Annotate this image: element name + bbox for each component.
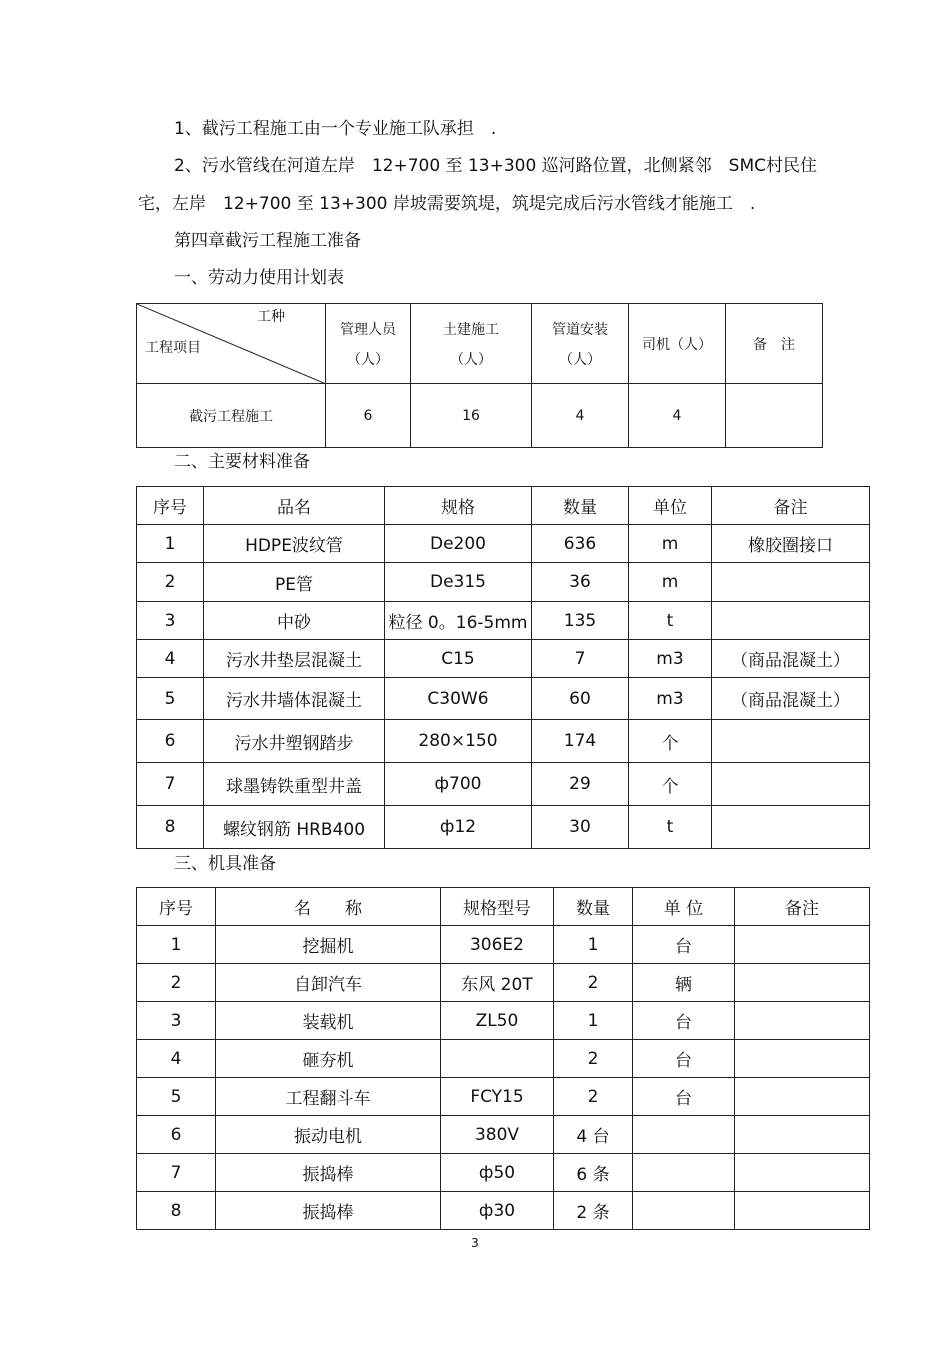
section-tools-title: 三、机具准备	[174, 854, 276, 874]
table-cell: 振捣棒	[216, 1192, 441, 1230]
table-cell: 8	[137, 1192, 216, 1230]
table-cell: De200	[385, 525, 532, 563]
table-cell	[633, 1154, 735, 1192]
table-cell: 6 条	[554, 1154, 633, 1192]
table-cell: （商品混凝土）	[712, 678, 870, 720]
table-cell: 台	[633, 1040, 735, 1078]
table-cell: C30W6	[385, 678, 532, 720]
table-cell: 4	[629, 384, 726, 448]
table-cell: 6	[326, 384, 411, 448]
table-cell: HDPE波纹管	[204, 525, 385, 563]
table-cell: 橡胶圈接口	[712, 525, 870, 563]
table-cell	[735, 964, 870, 1002]
header-cell: 备 注	[726, 304, 823, 384]
table-cell: 螺纹钢筋 HRB400	[204, 806, 385, 849]
table-cell: 1	[137, 926, 216, 964]
table-cell: 1	[137, 525, 204, 563]
table-row	[137, 1078, 870, 1116]
table-cell: 2	[554, 964, 633, 1002]
header-cell: 品名	[204, 487, 385, 525]
table-cell: 2 条	[554, 1192, 633, 1230]
table-cell: 135	[532, 602, 629, 640]
table-cell: 污水井塑钢踏步	[204, 720, 385, 763]
table-cell: FCY15	[441, 1078, 554, 1116]
table-row	[137, 1116, 870, 1154]
header-cell: 序号	[137, 487, 204, 525]
table-row	[137, 806, 870, 849]
table-cell	[712, 806, 870, 849]
table-cell: 2	[137, 563, 204, 602]
table-cell: ф30	[441, 1192, 554, 1230]
table-cell: 粒径 0。16-5mm	[385, 602, 532, 640]
table-cell: m3	[629, 640, 712, 678]
table-cell: 7	[532, 640, 629, 678]
header-cell: 管理人员 （人）	[326, 304, 411, 384]
table-cell: 60	[532, 678, 629, 720]
table-cell: 6	[137, 1116, 216, 1154]
paragraph-2-line-2: 宅，左岸 12+700 至 13+300 岸坡需要筑堤，筑堤完成后污水管线才能施工 .	[138, 194, 756, 214]
header-cell: 司机（人）	[629, 304, 726, 384]
table-cell: 5	[137, 678, 204, 720]
table-cell: 装载机	[216, 1002, 441, 1040]
table-cell: ф50	[441, 1154, 554, 1192]
section-labor-title: 一、劳动力使用计划表	[174, 268, 344, 288]
table-cell: 污水井墙体混凝土	[204, 678, 385, 720]
table-cell: 8	[137, 806, 204, 849]
table-cell: 6	[137, 720, 204, 763]
header-row	[137, 487, 870, 525]
table-cell: m3	[629, 678, 712, 720]
table-cell: ф700	[385, 763, 532, 806]
table-cell	[726, 384, 823, 448]
table-row	[137, 678, 870, 720]
table-cell	[735, 1116, 870, 1154]
table-cell: 636	[532, 525, 629, 563]
table-cell	[712, 720, 870, 763]
table-cell: 16	[411, 384, 532, 448]
header-row	[137, 888, 870, 926]
table-cell: 砸夯机	[216, 1040, 441, 1078]
header-cell: 单位	[629, 487, 712, 525]
table-cell: 4	[532, 384, 629, 448]
table-cell: PE管	[204, 563, 385, 602]
table-cell: 4	[137, 640, 204, 678]
paragraph-1: 1、截污工程施工由一个专业施工队承担 .	[174, 119, 497, 139]
table-row	[137, 763, 870, 806]
table-cell	[712, 563, 870, 602]
table-cell: （商品混凝土）	[712, 640, 870, 678]
table-cell: ZL50	[441, 1002, 554, 1040]
table-cell	[735, 1154, 870, 1192]
table-cell: 4	[137, 1040, 216, 1078]
table-cell: 5	[137, 1078, 216, 1116]
table-cell: 30	[532, 806, 629, 849]
table-cell: 306E2	[441, 926, 554, 964]
header-cell: 单 位	[633, 888, 735, 926]
table-row	[137, 1192, 870, 1230]
table-cell	[633, 1116, 735, 1154]
table-cell: 污水井垫层混凝土	[204, 640, 385, 678]
table-cell: De315	[385, 563, 532, 602]
table-cell: 台	[633, 1002, 735, 1040]
table-row	[137, 525, 870, 563]
table-row	[137, 1002, 870, 1040]
table-cell: 东风 20T	[441, 964, 554, 1002]
table-cell: 工程翻斗车	[216, 1078, 441, 1116]
table-cell: 台	[633, 1078, 735, 1116]
table-cell: 36	[532, 563, 629, 602]
table-cell: 2	[554, 1040, 633, 1078]
header-cell: 规格型号	[441, 888, 554, 926]
page-number: 3	[471, 1236, 479, 1250]
table-cell: 7	[137, 763, 204, 806]
labor-plan-table	[136, 303, 823, 448]
header-cell: 土建施工 （人）	[411, 304, 532, 384]
header-cell: 数量	[532, 487, 629, 525]
table-cell: 174	[532, 720, 629, 763]
paragraph-2-line-1: 2、污水管线在河道左岸 12+700 至 13+300 巡河路位置，北侧紧邻 SMC村民住	[174, 156, 818, 176]
table-cell: 振捣棒	[216, 1154, 441, 1192]
table-row	[137, 964, 870, 1002]
table-cell: 1	[554, 1002, 633, 1040]
table-row	[137, 720, 870, 763]
table-row	[137, 1040, 870, 1078]
table-cell: 280×150	[385, 720, 532, 763]
table-cell: 3	[137, 602, 204, 640]
table-cell	[441, 1040, 554, 1078]
table-cell: 3	[137, 1002, 216, 1040]
table-cell	[735, 1078, 870, 1116]
table-cell: 辆	[633, 964, 735, 1002]
table-row	[137, 926, 870, 964]
corner-header-cell	[137, 304, 326, 384]
table-cell: ф12	[385, 806, 532, 849]
table-row	[137, 1154, 870, 1192]
table-cell	[712, 763, 870, 806]
table-cell: 2	[554, 1078, 633, 1116]
corner-header-bottom: 工程项目	[145, 340, 201, 356]
table-cell	[735, 1002, 870, 1040]
table-cell: t	[629, 602, 712, 640]
header-cell: 规格	[385, 487, 532, 525]
table-cell: 个	[629, 720, 712, 763]
table-cell: 自卸汽车	[216, 964, 441, 1002]
table-cell: 截污工程施工	[137, 384, 326, 448]
table-cell: 台	[633, 926, 735, 964]
header-cell: 名 称	[216, 888, 441, 926]
header-cell: 备注	[735, 888, 870, 926]
table-cell	[735, 1040, 870, 1078]
table-cell: 挖掘机	[216, 926, 441, 964]
table-cell: 1	[554, 926, 633, 964]
section-materials-title: 二、主要材料准备	[174, 452, 310, 472]
chapter-title: 第四章截污工程施工准备	[174, 231, 361, 251]
header-cell: 管道安装 （人）	[532, 304, 629, 384]
table-cell	[735, 1192, 870, 1230]
materials-table	[136, 486, 870, 849]
table-row	[137, 602, 870, 640]
header-cell: 序号	[137, 888, 216, 926]
header-cell: 备注	[712, 487, 870, 525]
table-cell: 29	[532, 763, 629, 806]
header-cell: 数量	[554, 888, 633, 926]
table-cell	[735, 926, 870, 964]
table-cell: m	[629, 525, 712, 563]
table-cell: 380V	[441, 1116, 554, 1154]
table-cell: 4 台	[554, 1116, 633, 1154]
table-row	[137, 563, 870, 602]
table-cell: 中砂	[204, 602, 385, 640]
table-cell: 振动电机	[216, 1116, 441, 1154]
table-cell	[712, 602, 870, 640]
tools-table	[136, 887, 870, 1230]
table-cell: 球墨铸铁重型井盖	[204, 763, 385, 806]
table-cell: t	[629, 806, 712, 849]
table-cell: 7	[137, 1154, 216, 1192]
table-row	[137, 640, 870, 678]
table-cell: 个	[629, 763, 712, 806]
table-cell: C15	[385, 640, 532, 678]
table-cell: m	[629, 563, 712, 602]
table-cell	[633, 1192, 735, 1230]
table-cell: 2	[137, 964, 216, 1002]
table-row	[137, 384, 823, 448]
corner-header-top: 工种	[257, 309, 285, 325]
